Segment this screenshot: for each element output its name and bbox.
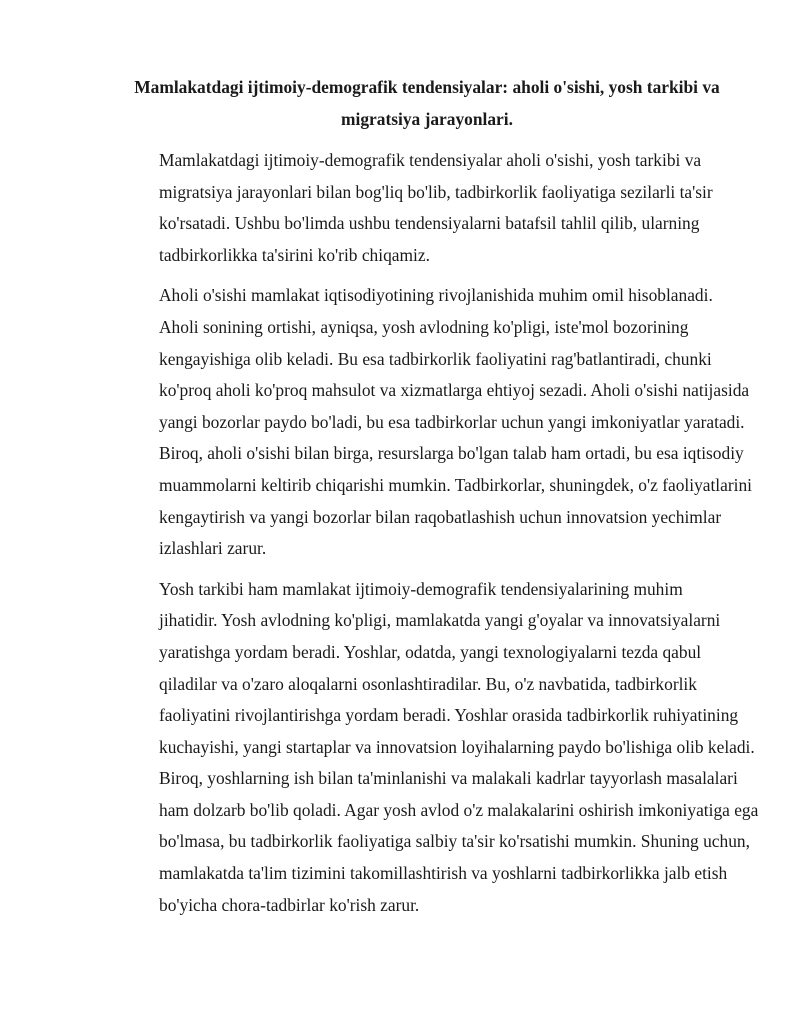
- text-line: Biroq, aholi o'sishi bilan birga, resurslarga bo'lgan talab ham ortadi, bu esa iqtisodiy: [159, 443, 744, 464]
- paragraph-intro: [112, 145, 742, 271]
- paragraph-population-growth: [112, 280, 753, 564]
- title-line: migratsiya jarayonlari.: [341, 108, 513, 129]
- text-line: ko'proq aholi ko'proq mahsulot va xizmatlarga ehtiyoj sezadi. Aholi o'sishi natijasida: [159, 380, 750, 401]
- text-line: yangi bozorlar paydo bo'ladi, bu esa tadbirkorlar uchun yangi imkoniyatlar yaratadi.: [159, 411, 745, 432]
- paragraph-age-structure: [112, 574, 759, 922]
- text-line: kuchayishi, yangi startaplar va innovatsion loyihalarning paydo bo'lishiga olib keladi.: [159, 736, 755, 757]
- text-line: migratsiya jarayonlari bilan bog'liq bo'lib, tadbirkorlik faoliyatiga sezilarli ta'sir: [159, 181, 713, 202]
- text-line: kengayishiga olib keladi. Bu esa tadbirkorlik faoliyatini rag'batlantiradi, chunki: [159, 348, 712, 369]
- title-line: Mamlakatdagi ijtimoiy-demografik tendensiyalar: aholi o'sishi, yosh tarkibi va: [134, 77, 720, 97]
- text-line: muammolarni keltirib chiqarishi mumkin. Tadbirkorlar, shuningdek, o'z faoliyatlarini: [159, 474, 753, 495]
- text-line: ko'rsatadi. Ushbu bo'limda ushbu tendensiyalarni batafsil tahlil qilib, ularning: [159, 213, 700, 234]
- text-line: mamlakatda ta'lim tizimini takomillashtirish va yoshlarni tadbirkorlikka jalb etish: [159, 863, 728, 884]
- text-line: jihatidir. Yosh avlodning ko'pligi, mamlakatda yangi g'oyalar va innovatsiyalarni: [159, 610, 721, 631]
- text-line: Biroq, yoshlarning ish bilan ta'minlanishi va malakali kadrlar tayyorlash masalalari: [159, 768, 738, 789]
- text-line: bo'lmasa, bu tadbirkorlik faoliyatiga salbiy ta'sir ko'rsatishi mumkin. Shuning uchun,: [159, 831, 750, 852]
- text-line: Yosh tarkibi ham mamlakat ijtimoiy-demografik tendensiyalarining muhim: [159, 578, 683, 599]
- text-line: Mamlakatdagi ijtimoiy-demografik tendensiyalar aholi o'sishi, yosh tarkibi va: [159, 150, 702, 170]
- text-line: qiladilar va o'zaro aloqalarni osonlashtiradilar. Bu, o'z navbatida, tadbirkorlik: [159, 673, 697, 694]
- text-line: faoliyatini rivojlantirishga yordam beradi. Yoshlar orasida tadbirkorlik ruhiyatining: [159, 705, 739, 726]
- document-title: [112, 72, 742, 135]
- text-line: kengaytirish va yangi bozorlar bilan raqobatlashish uchun innovatsion yechimlar: [159, 506, 722, 527]
- text-line: bo'yicha chora-tadbirlar ko'rish zarur.: [159, 894, 420, 915]
- text-line: ham dolzarb bo'lib qoladi. Agar yosh avlod o'z malakalarini oshirish imkoniyatiga ega: [159, 799, 759, 820]
- text-line: tadbirkorlikka ta'sirini ko'rib chiqamiz.: [159, 244, 430, 265]
- text-line: Aholi sonining ortishi, ayniqsa, yosh avlodning ko'pligi, iste'mol bozorining: [159, 316, 689, 337]
- text-line: izlashlari zarur.: [159, 538, 267, 559]
- text-line: Aholi o'sishi mamlakat iqtisodiyotining rivojlanishida muhim omil hisoblanadi.: [159, 285, 713, 306]
- text-line: yaratishga yordam beradi. Yoshlar, odatda, yangi texnologiyalarni tezda qabul: [159, 641, 702, 662]
